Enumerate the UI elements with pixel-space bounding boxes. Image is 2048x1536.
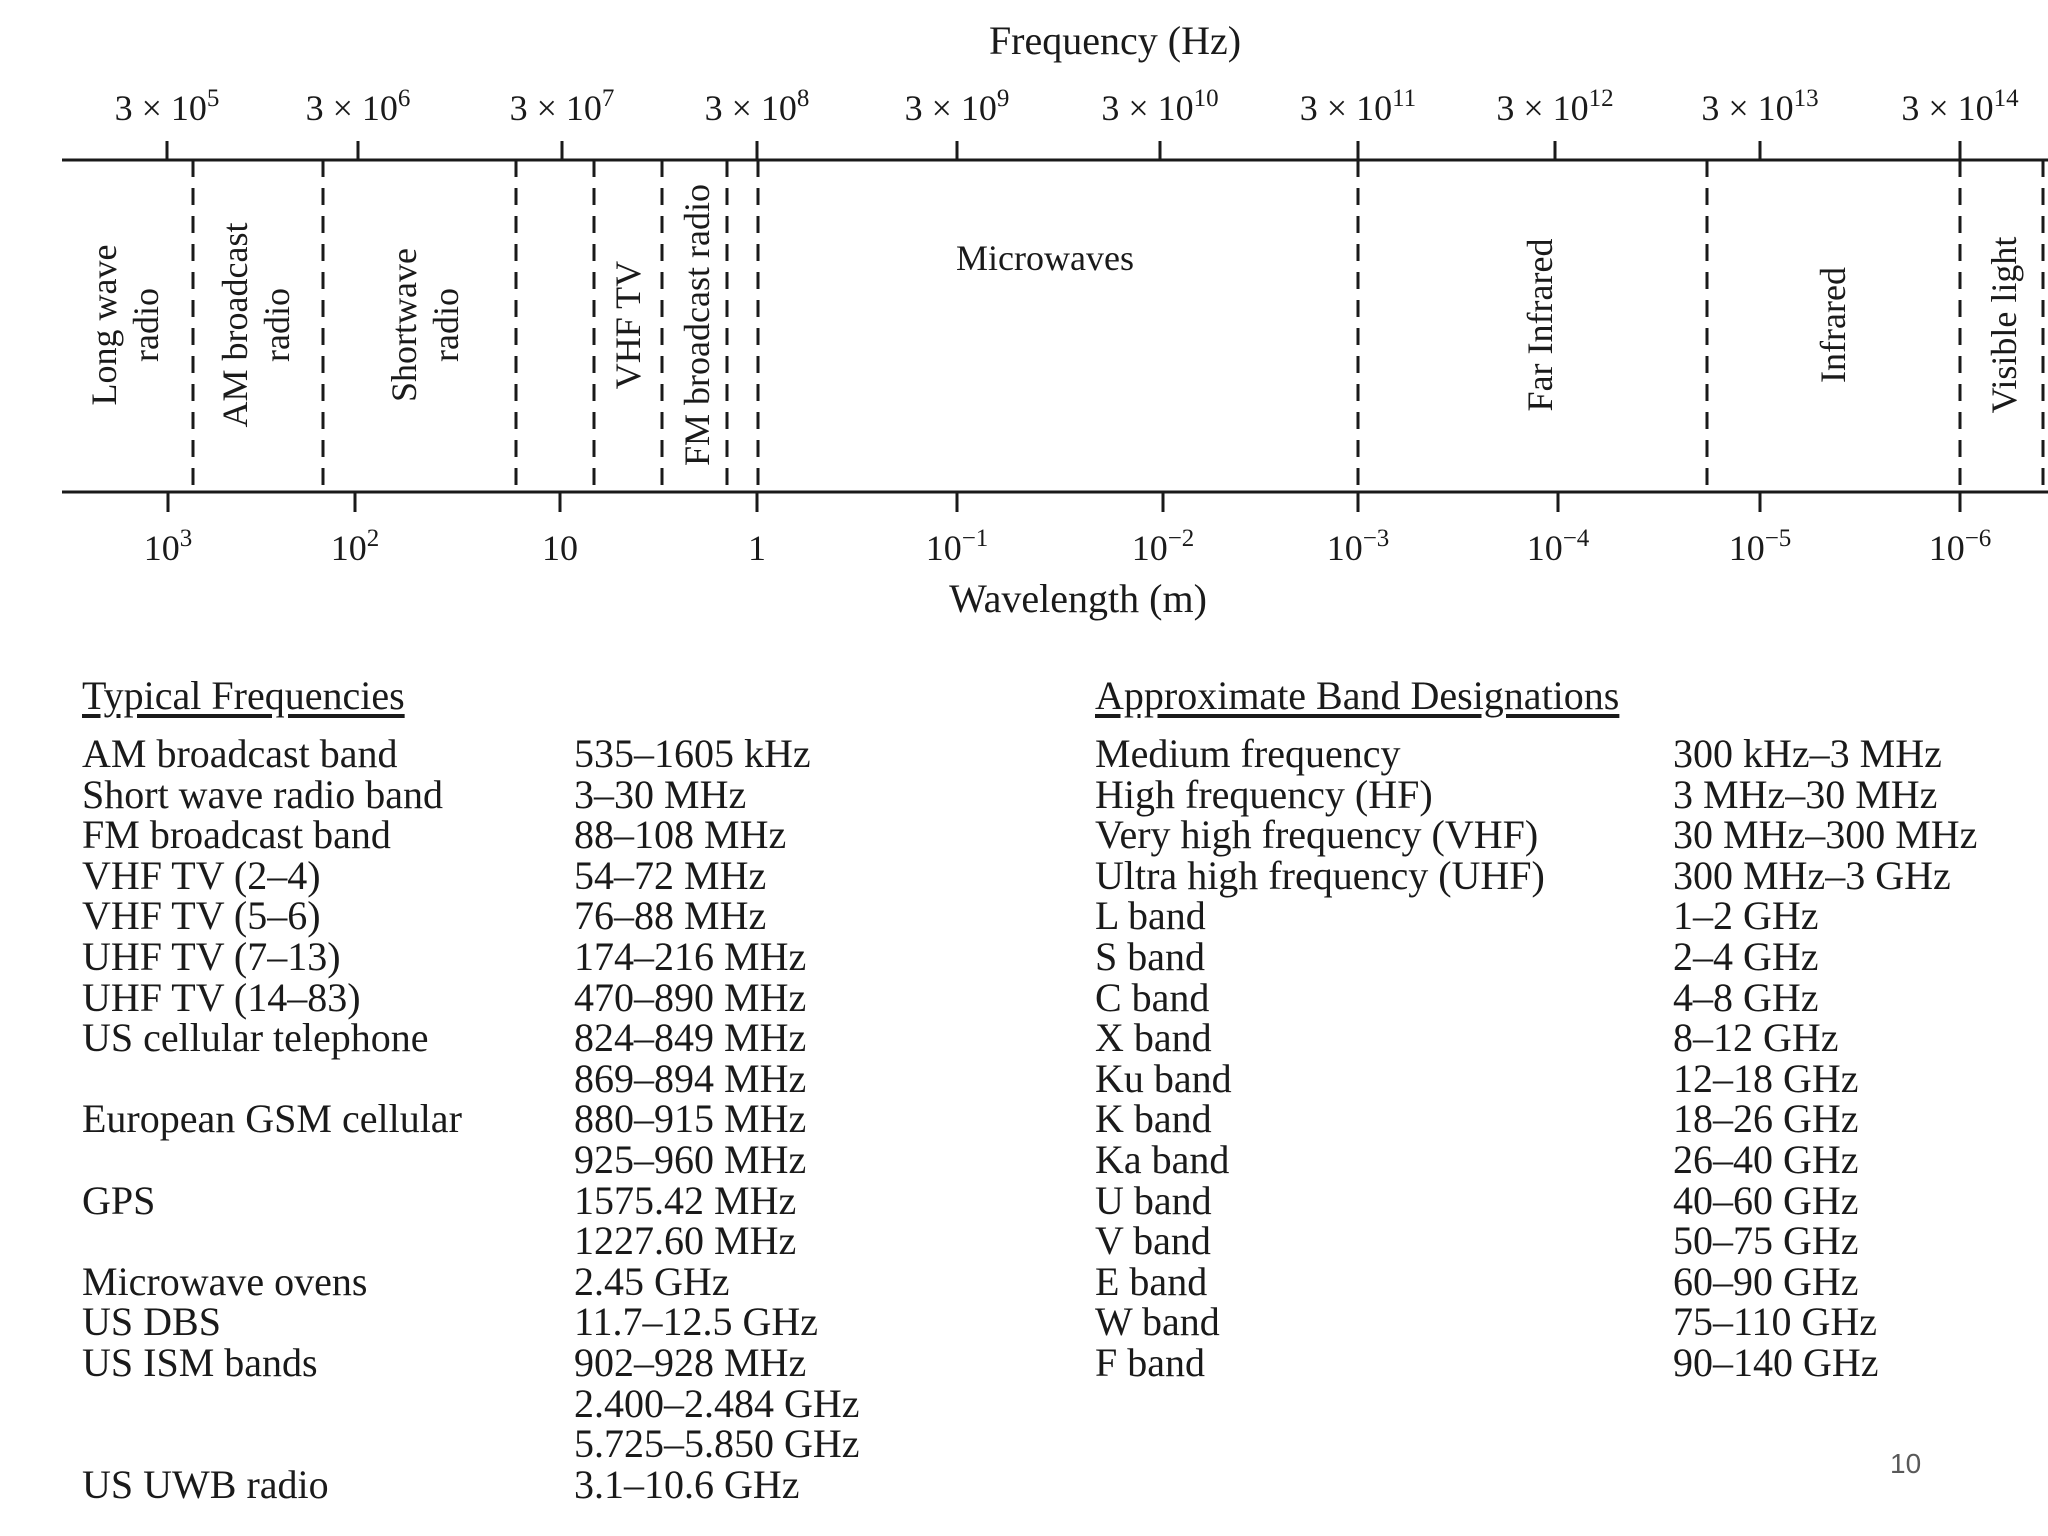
row-value: 5.725–5.850 GHz: [574, 1421, 860, 1467]
row-value: 26–40 GHz: [1673, 1136, 1859, 1182]
row-value: 2–4 GHz: [1673, 933, 1819, 979]
frequency-tick-label: $3 \times 10^8$: [704, 85, 810, 128]
row-value: 40–60 GHz: [1673, 1177, 1859, 1223]
row-value: 1–2 GHz: [1673, 893, 1819, 939]
row-value: 11.7–12.5 GHz: [574, 1299, 819, 1345]
row-label: US DBS: [82, 1299, 221, 1345]
frequency-tick-label: $3 \times 10^7$: [509, 85, 615, 128]
band-label-vhf-tv: VHF TV: [608, 260, 648, 390]
band-label-infrared: Infrared: [1813, 267, 1853, 383]
row-label: K band: [1095, 1096, 1212, 1142]
row-value: 12–18 GHz: [1673, 1055, 1859, 1101]
band-label-microwaves: Microwaves: [956, 238, 1134, 278]
row-value: 174–216 MHz: [574, 933, 807, 979]
row-value: 535–1605 kHz: [574, 731, 811, 776]
row-label: F band: [1095, 1339, 1205, 1385]
row-value: 2.45 GHz: [574, 1258, 730, 1304]
wavelength-tick-label: $10^2$: [330, 525, 380, 568]
band-label-long-wave-radio: radio: [126, 288, 166, 362]
row-value: 869–894 MHz: [574, 1055, 807, 1101]
row-value: 30 MHz–300 MHz: [1673, 812, 1978, 858]
row-value: 2.400–2.484 GHz: [574, 1380, 860, 1426]
row-value: 4–8 GHz: [1673, 974, 1819, 1020]
row-label: US cellular telephone: [82, 1015, 429, 1061]
page-number: 10: [1890, 1448, 1922, 1479]
frequency-tick-label: $3 \times 10^5$: [114, 85, 220, 128]
wavelength-tick-label: $10^3$: [143, 525, 193, 568]
row-label: GPS: [82, 1177, 156, 1223]
row-value: 1575.42 MHz: [574, 1177, 797, 1223]
typical-frequencies-heading: Typical Frequencies: [82, 673, 405, 718]
band-label-fm-broadcast-radio: FM broadcast radio: [677, 184, 717, 466]
spectrum-chart: [0, 0, 2048, 640]
band-label-am-broadcast-radio: AM broadcast: [215, 222, 255, 428]
row-label: FM broadcast band: [82, 812, 391, 858]
row-value: 824–849 MHz: [574, 1015, 807, 1061]
row-value: 60–90 GHz: [1673, 1258, 1859, 1304]
row-value: 90–140 GHz: [1673, 1339, 1879, 1385]
row-label: US UWB radio: [82, 1461, 329, 1507]
row-value: 18–26 GHz: [1673, 1096, 1859, 1142]
band-designations-table: [1095, 673, 2035, 1436]
row-label: UHF TV (14–83): [82, 974, 361, 1020]
wavelength-tick-label: $10^{-3}$: [1326, 525, 1390, 568]
band-label-visible-light: Visible light: [1984, 236, 2024, 414]
row-label: Medium frequency: [1095, 731, 1401, 776]
row-label: Ultra high frequency (UHF): [1095, 852, 1545, 898]
row-label: Microwave ovens: [82, 1258, 368, 1304]
row-label: Ka band: [1095, 1136, 1230, 1182]
row-label: Short wave radio band: [82, 771, 444, 817]
frequency-tick-label: $3 \times 10^{11}$: [1299, 85, 1417, 128]
row-label: US ISM bands: [82, 1339, 318, 1385]
row-value: 1227.60 MHz: [574, 1218, 797, 1264]
row-value: 300 MHz–3 GHz: [1673, 852, 1951, 898]
row-value: 88–108 MHz: [574, 812, 787, 858]
frequency-tick-label: $3 \times 10^{12}$: [1496, 85, 1614, 128]
row-value: 902–928 MHz: [574, 1339, 807, 1385]
band-label-am-broadcast-radio: radio: [257, 288, 297, 362]
row-value: 75–110 GHz: [1673, 1299, 1878, 1345]
row-label: W band: [1095, 1299, 1220, 1345]
band-label-shortwave-radio: Shortwave: [384, 248, 424, 402]
row-label: X band: [1095, 1015, 1212, 1061]
frequency-tick-label: $3 \times 10^9$: [904, 85, 1010, 128]
row-value: 3 MHz–30 MHz: [1673, 771, 1938, 817]
frequency-tick-label: $3 \times 10^{14}$: [1901, 85, 2019, 128]
frequency-axis-title: Frequency (Hz): [988, 18, 1242, 63]
row-value: 880–915 MHz: [574, 1096, 807, 1142]
wavelength-tick-label: $10^{-2}$: [1131, 525, 1195, 568]
wavelength-tick-label: $10^{-6}$: [1928, 525, 1992, 568]
band-label-long-wave-radio: Long wave: [84, 244, 124, 406]
frequency-tick-label: $3 \times 10^6$: [305, 85, 411, 128]
row-value: 300 kHz–3 MHz: [1673, 731, 1942, 776]
row-label: Ku band: [1095, 1055, 1232, 1101]
wavelength-tick-label: $10^{-4}$: [1526, 525, 1590, 568]
row-label: AM broadcast band: [82, 731, 398, 776]
wavelength-tick-label: 10: [542, 528, 578, 568]
row-label: UHF TV (7–13): [82, 933, 341, 979]
wavelength-axis-title: Wavelength (m): [949, 576, 1207, 621]
row-value: 3.1–10.6 GHz: [574, 1461, 800, 1507]
row-label: VHF TV (5–6): [82, 893, 321, 939]
row-label: Very high frequency (VHF): [1095, 812, 1539, 858]
band-label-far-infrared: Far Infrared: [1520, 238, 1560, 412]
row-label: European GSM cellular: [82, 1096, 462, 1142]
typical-frequencies-table: [82, 673, 982, 1526]
wavelength-tick-label: $10^{-5}$: [1728, 525, 1792, 568]
row-value: 8–12 GHz: [1673, 1015, 1839, 1061]
band-designations-heading: Approximate Band Designations: [1095, 673, 1620, 718]
wavelength-tick-label: 1: [748, 528, 766, 568]
row-label: C band: [1095, 974, 1210, 1020]
row-value: 925–960 MHz: [574, 1136, 807, 1182]
wavelength-tick-label: $10^{-1}$: [925, 525, 989, 568]
row-value: 54–72 MHz: [574, 852, 767, 898]
row-label: U band: [1095, 1177, 1212, 1223]
row-value: 470–890 MHz: [574, 974, 807, 1020]
row-label: E band: [1095, 1258, 1208, 1304]
row-label: L band: [1095, 893, 1206, 939]
frequency-tick-label: $3 \times 10^{10}$: [1101, 85, 1219, 128]
row-label: VHF TV (2–4): [82, 852, 321, 898]
row-value: 76–88 MHz: [574, 893, 767, 939]
band-label-shortwave-radio: radio: [426, 288, 466, 362]
row-label: High frequency (HF): [1095, 771, 1433, 817]
row-label: S band: [1095, 933, 1205, 979]
frequency-tick-label: $3 \times 10^{13}$: [1701, 85, 1819, 128]
row-value: 50–75 GHz: [1673, 1218, 1859, 1264]
row-value: 3–30 MHz: [574, 771, 747, 817]
row-label: V band: [1095, 1218, 1211, 1264]
